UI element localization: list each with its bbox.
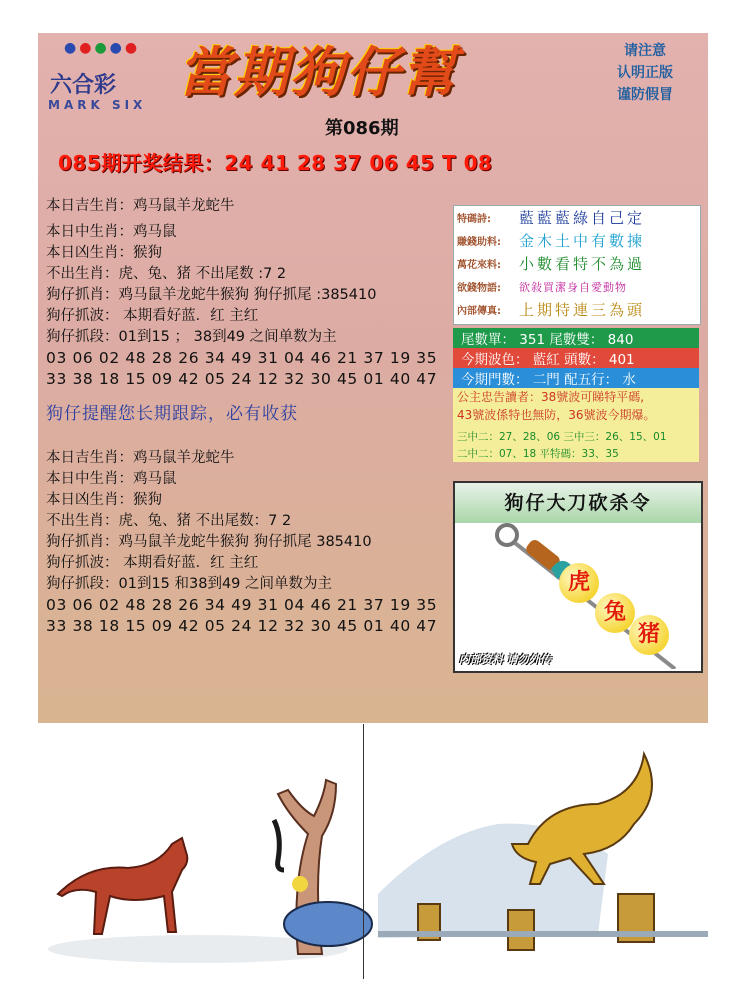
wave-color-row: 今期波色： 藍紅 頭數： 401 xyxy=(453,348,699,368)
picked-wave: 狗仔抓波： 本期看好蓝．红 主红 xyxy=(46,308,259,324)
poem-text: 金木土中有數揀 xyxy=(519,232,646,250)
lucky-zodiac: 本日吉生肖：鸡马鼠羊龙蛇牛 xyxy=(46,198,235,214)
cartoon-illustration xyxy=(38,724,708,979)
hit-zodiac: 本日中生肖：鸡马鼠 xyxy=(46,471,177,487)
poem-row xyxy=(454,206,700,229)
hit-zodiac: 本日中生肖：鸡马鼠 xyxy=(46,224,177,240)
combo-row: 三中二：27、28、06 三中三：26、15、01 xyxy=(453,428,699,445)
snake-icon xyxy=(274,820,284,870)
poem-label: 欲錢物語: xyxy=(457,283,501,294)
bad-zodiac: 本日凶生肖：猴狗 xyxy=(46,245,162,261)
announcement-line: 43號波係特也無防，36號波今期爆。 xyxy=(457,408,656,422)
poem-row xyxy=(454,298,700,321)
notice-box xyxy=(604,40,686,106)
excluded-zodiac: 不出生肖：虎、兔、猪 不出尾数：7 2 xyxy=(46,513,292,529)
number-line: 33 38 18 15 09 42 05 24 12 32 30 45 01 40 47 xyxy=(46,617,438,635)
tail-numbers-row: 尾數單： 351 尾數雙： 840 xyxy=(453,328,699,348)
poem-text: 上期特連三為頭 xyxy=(519,301,646,319)
ring-icon xyxy=(497,525,517,545)
strip-divider xyxy=(363,724,364,979)
number-line: 33 38 18 15 09 42 05 24 12 32 30 45 01 40 47 xyxy=(46,370,438,388)
notice-line: 请注意 xyxy=(624,43,666,59)
poem-label: 內部傳真: xyxy=(457,306,501,317)
picked-zodiac: 狗仔抓肖：鸡马鼠羊龙蛇牛猴狗 狗仔抓尾 385410 xyxy=(46,534,372,550)
excluded-zodiac: 不出生肖：虎、兔、猪 不出尾数 :7 2 xyxy=(46,266,287,282)
knife-footer: 内部资料 请勿外传 xyxy=(459,653,551,666)
cartoon-strip xyxy=(38,724,708,979)
logo-subtext: MARK SIX xyxy=(48,98,147,112)
notice-line: 谨防假冒 xyxy=(617,87,673,103)
rock-icon xyxy=(284,902,372,946)
picked-range: 狗仔抓段：01到15 和38到49 之间单数为主 xyxy=(46,576,333,592)
door-element-row: 今期門數： 二門 配五行： 水 xyxy=(453,368,699,388)
knife-panel xyxy=(453,481,703,673)
mark-six-logo xyxy=(44,38,184,118)
poem-text: 藍藍藍綠自己定 xyxy=(519,209,646,227)
number-line: 03 06 02 48 28 26 34 49 31 04 46 21 37 19 35 xyxy=(46,349,438,367)
poem-row xyxy=(454,275,700,298)
zodiac-ball-tiger: 虎 xyxy=(559,563,599,603)
poem-row xyxy=(454,252,700,275)
prediction-block-2 xyxy=(46,448,437,637)
prediction-block-1 xyxy=(46,196,437,390)
stats-box xyxy=(453,328,699,462)
logo-dots: ●●●●● xyxy=(64,40,141,56)
draw-results: 085期开奖结果：24 41 28 37 06 45 T 08 xyxy=(58,151,493,175)
zodiac-ball-rabbit: 兔 xyxy=(595,593,635,633)
poem-label: 萬花來料: xyxy=(457,260,501,271)
combo-row: 二中二：07、18 平特碼：33、35 xyxy=(453,445,699,462)
logo-text: 六合彩 xyxy=(50,72,117,98)
number-line: 03 06 02 48 28 26 34 49 31 04 46 21 37 19 35 xyxy=(46,596,438,614)
poem-text: 欲敍買潔身自愛動物 xyxy=(519,280,627,294)
bad-zodiac: 本日凶生肖：猴狗 xyxy=(46,492,162,508)
poem-label: 賺錢助料: xyxy=(457,237,501,248)
notice-line: 认明正版 xyxy=(617,65,673,81)
picked-zodiac: 狗仔抓肖：鸡马鼠羊龙蛇牛猴狗 狗仔抓尾 :385410 xyxy=(46,287,377,303)
announcement xyxy=(453,388,699,428)
poem-row xyxy=(454,229,700,252)
poem-label: 特碼詩: xyxy=(457,214,491,225)
picked-wave: 狗仔抓波： 本期看好蓝．红 主红 xyxy=(46,555,259,571)
zodiac-ball-pig: 猪 xyxy=(629,615,669,655)
stump-icon xyxy=(508,910,534,950)
dog-icon xyxy=(58,838,187,934)
poem-text: 小數看特不為過 xyxy=(519,255,646,273)
issue-number: 第086期 xyxy=(325,118,399,139)
page-title: 當期狗仔幫 xyxy=(178,40,458,104)
poem-box xyxy=(453,205,701,325)
reminder-text: 狗仔提醒您长期跟踪，必有收获 xyxy=(46,404,298,424)
lucky-zodiac: 本日吉生肖：鸡马鼠羊龙蛇牛 xyxy=(46,450,235,466)
picked-range: 狗仔抓段：01到15 ； 38到49 之间单数为主 xyxy=(46,329,337,345)
knife-title: 狗仔大刀砍杀令 xyxy=(455,483,701,523)
flower-icon xyxy=(292,876,308,892)
announcement-line: 公主忠告讀者：38號波可睇特平碼, xyxy=(457,390,645,404)
